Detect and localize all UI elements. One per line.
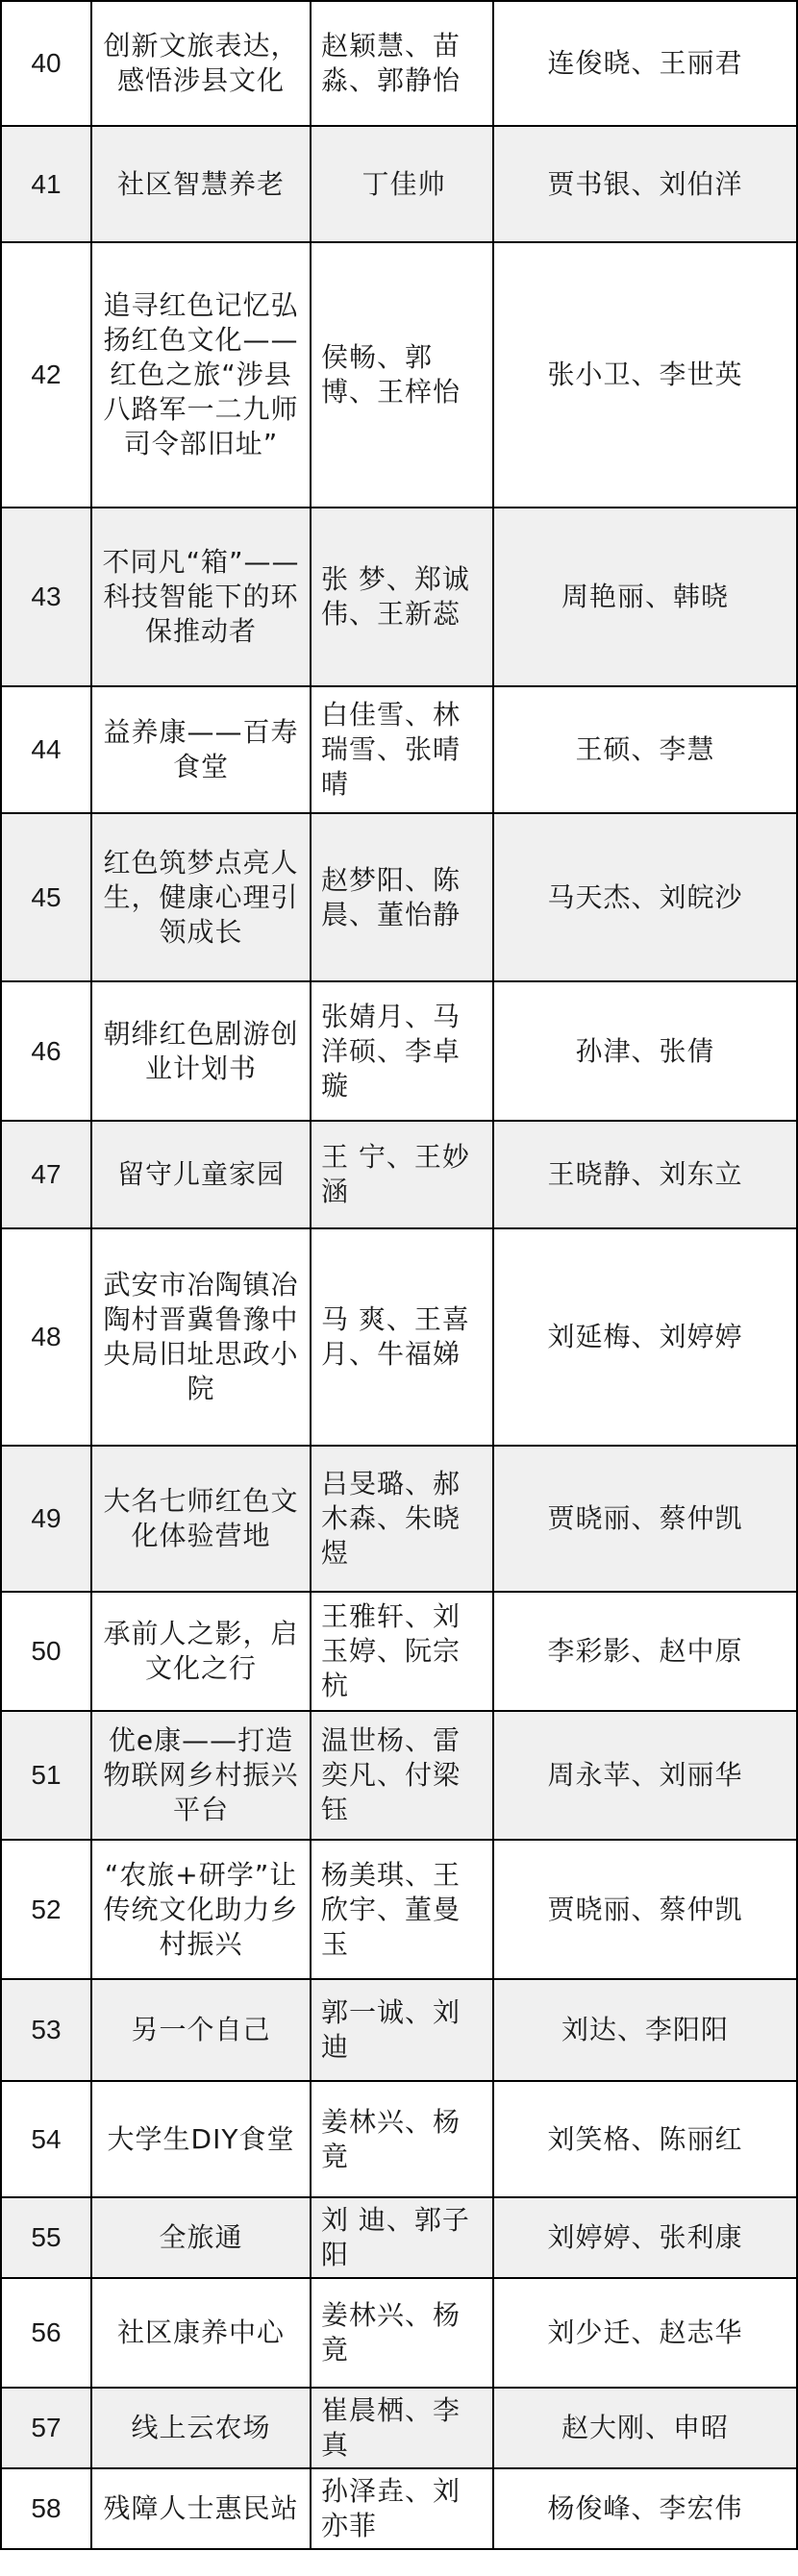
project-title: 全旅通	[91, 2197, 311, 2278]
advisors: 贾书银、刘伯洋	[493, 126, 797, 242]
project-title: 追寻红色记忆弘扬红色文化——红色之旅“涉县八路军一二九师司令部旧址”	[91, 242, 311, 508]
team-members: 温世杨、雷奕凡、付梁钰	[311, 1711, 493, 1840]
team-members: 王雅轩、刘玉婷、阮宗杭	[311, 1592, 493, 1711]
advisors: 贾晓丽、蔡仲凯	[493, 1840, 797, 1979]
advisors: 王硕、李慧	[493, 686, 797, 813]
row-number: 46	[1, 981, 91, 1121]
table-row	[1, 126, 797, 242]
team-members: 赵颖慧、苗淼、郭静怡	[311, 1, 493, 126]
advisors: 刘达、李阳阳	[493, 1979, 797, 2081]
project-title: 朝绯红色剧游创业计划书	[91, 981, 311, 1121]
project-title: 不同凡“箱”——科技智能下的环保推动者	[91, 508, 311, 686]
row-number: 54	[1, 2081, 91, 2197]
project-title: 线上云农场	[91, 2388, 311, 2468]
advisors: 刘延梅、刘婷婷	[493, 1228, 797, 1446]
team-members: 杨美琪、王欣宇、董曼玉	[311, 1840, 493, 1979]
advisors: 杨俊峰、李宏伟	[493, 2468, 797, 2549]
team-members: 崔晨栖、李真	[311, 2388, 493, 2468]
table-row	[1, 1, 797, 126]
table-row	[1, 813, 797, 981]
row-number: 41	[1, 126, 91, 242]
row-number: 45	[1, 813, 91, 981]
project-title: 红色筑梦点亮人生，健康心理引领成长	[91, 813, 311, 981]
project-title: 留守儿童家园	[91, 1121, 311, 1228]
team-members: 张婧月、马洋硕、李卓璇	[311, 981, 493, 1121]
team-members: 张 梦、郑诚伟、王新蕊	[311, 508, 493, 686]
project-title: 社区智慧养老	[91, 126, 311, 242]
project-title: 武安市冶陶镇冶陶村晋冀鲁豫中央局旧址思政小院	[91, 1228, 311, 1446]
team-members: 孙泽垚、刘亦菲	[311, 2468, 493, 2549]
table-row	[1, 2388, 797, 2468]
project-title: 创新文旅表达，感悟涉县文化	[91, 1, 311, 126]
row-number: 49	[1, 1446, 91, 1592]
table-row	[1, 1840, 797, 1979]
row-number: 58	[1, 2468, 91, 2549]
table-row	[1, 981, 797, 1121]
row-number: 48	[1, 1228, 91, 1446]
advisors: 赵大刚、申昭	[493, 2388, 797, 2468]
team-members: 郭一诚、刘迪	[311, 1979, 493, 2081]
project-title: 大学生DIY食堂	[91, 2081, 311, 2197]
project-title: 社区康养中心	[91, 2278, 311, 2388]
team-members: 姜林兴、杨竟	[311, 2081, 493, 2197]
advisors: 王晓静、刘东立	[493, 1121, 797, 1228]
advisors: 周艳丽、韩晓	[493, 508, 797, 686]
project-title: “农旅+研学”让传统文化助力乡村振兴	[91, 1840, 311, 1979]
project-title: 残障人士惠民站	[91, 2468, 311, 2549]
row-number: 44	[1, 686, 91, 813]
table-row	[1, 2468, 797, 2549]
team-members: 丁佳帅	[311, 126, 493, 242]
team-members: 吕旻璐、郝木森、朱晓煜	[311, 1446, 493, 1592]
row-number: 40	[1, 1, 91, 126]
advisors: 贾晓丽、蔡仲凯	[493, 1446, 797, 1592]
row-number: 52	[1, 1840, 91, 1979]
table-row	[1, 1592, 797, 1711]
team-members: 侯畅、郭博、王梓怡	[311, 242, 493, 508]
table-row	[1, 2081, 797, 2197]
project-title: 承前人之影，启文化之行	[91, 1592, 311, 1711]
team-members: 姜林兴、杨竟	[311, 2278, 493, 2388]
row-number: 57	[1, 2388, 91, 2468]
project-title: 优e康——打造物联网乡村振兴平台	[91, 1711, 311, 1840]
advisors: 刘笑格、陈丽红	[493, 2081, 797, 2197]
project-title: 益养康——百寿食堂	[91, 686, 311, 813]
team-members: 马 爽、王喜月、牛福娣	[311, 1228, 493, 1446]
table-row	[1, 1446, 797, 1592]
advisors: 李彩影、赵中原	[493, 1592, 797, 1711]
row-number: 43	[1, 508, 91, 686]
row-number: 56	[1, 2278, 91, 2388]
advisors: 连俊晓、王丽君	[493, 1, 797, 126]
advisors: 张小卫、李世英	[493, 242, 797, 508]
table-row	[1, 508, 797, 686]
row-number: 51	[1, 1711, 91, 1840]
project-title: 另一个自己	[91, 1979, 311, 2081]
row-number: 47	[1, 1121, 91, 1228]
advisors: 孙津、张倩	[493, 981, 797, 1121]
project-title: 大名七师红色文化体验营地	[91, 1446, 311, 1592]
row-number: 42	[1, 242, 91, 508]
team-members: 刘 迪、郭子阳	[311, 2197, 493, 2278]
table-row	[1, 1121, 797, 1228]
table-row	[1, 242, 797, 508]
advisors: 马天杰、刘皖沙	[493, 813, 797, 981]
table-row	[1, 1228, 797, 1446]
table-row	[1, 1979, 797, 2081]
team-members: 白佳雪、林瑞雪、张晴晴	[311, 686, 493, 813]
table-row	[1, 686, 797, 813]
table-row	[1, 2278, 797, 2388]
row-number: 50	[1, 1592, 91, 1711]
advisors: 周永苹、刘丽华	[493, 1711, 797, 1840]
team-members: 赵梦阳、陈晨、董怡静	[311, 813, 493, 981]
table-row	[1, 2197, 797, 2278]
advisors: 刘婷婷、张利康	[493, 2197, 797, 2278]
row-number: 53	[1, 1979, 91, 2081]
table-row	[1, 1711, 797, 1840]
row-number: 55	[1, 2197, 91, 2278]
team-members: 王 宁、王妙涵	[311, 1121, 493, 1228]
advisors: 刘少迁、赵志华	[493, 2278, 797, 2388]
